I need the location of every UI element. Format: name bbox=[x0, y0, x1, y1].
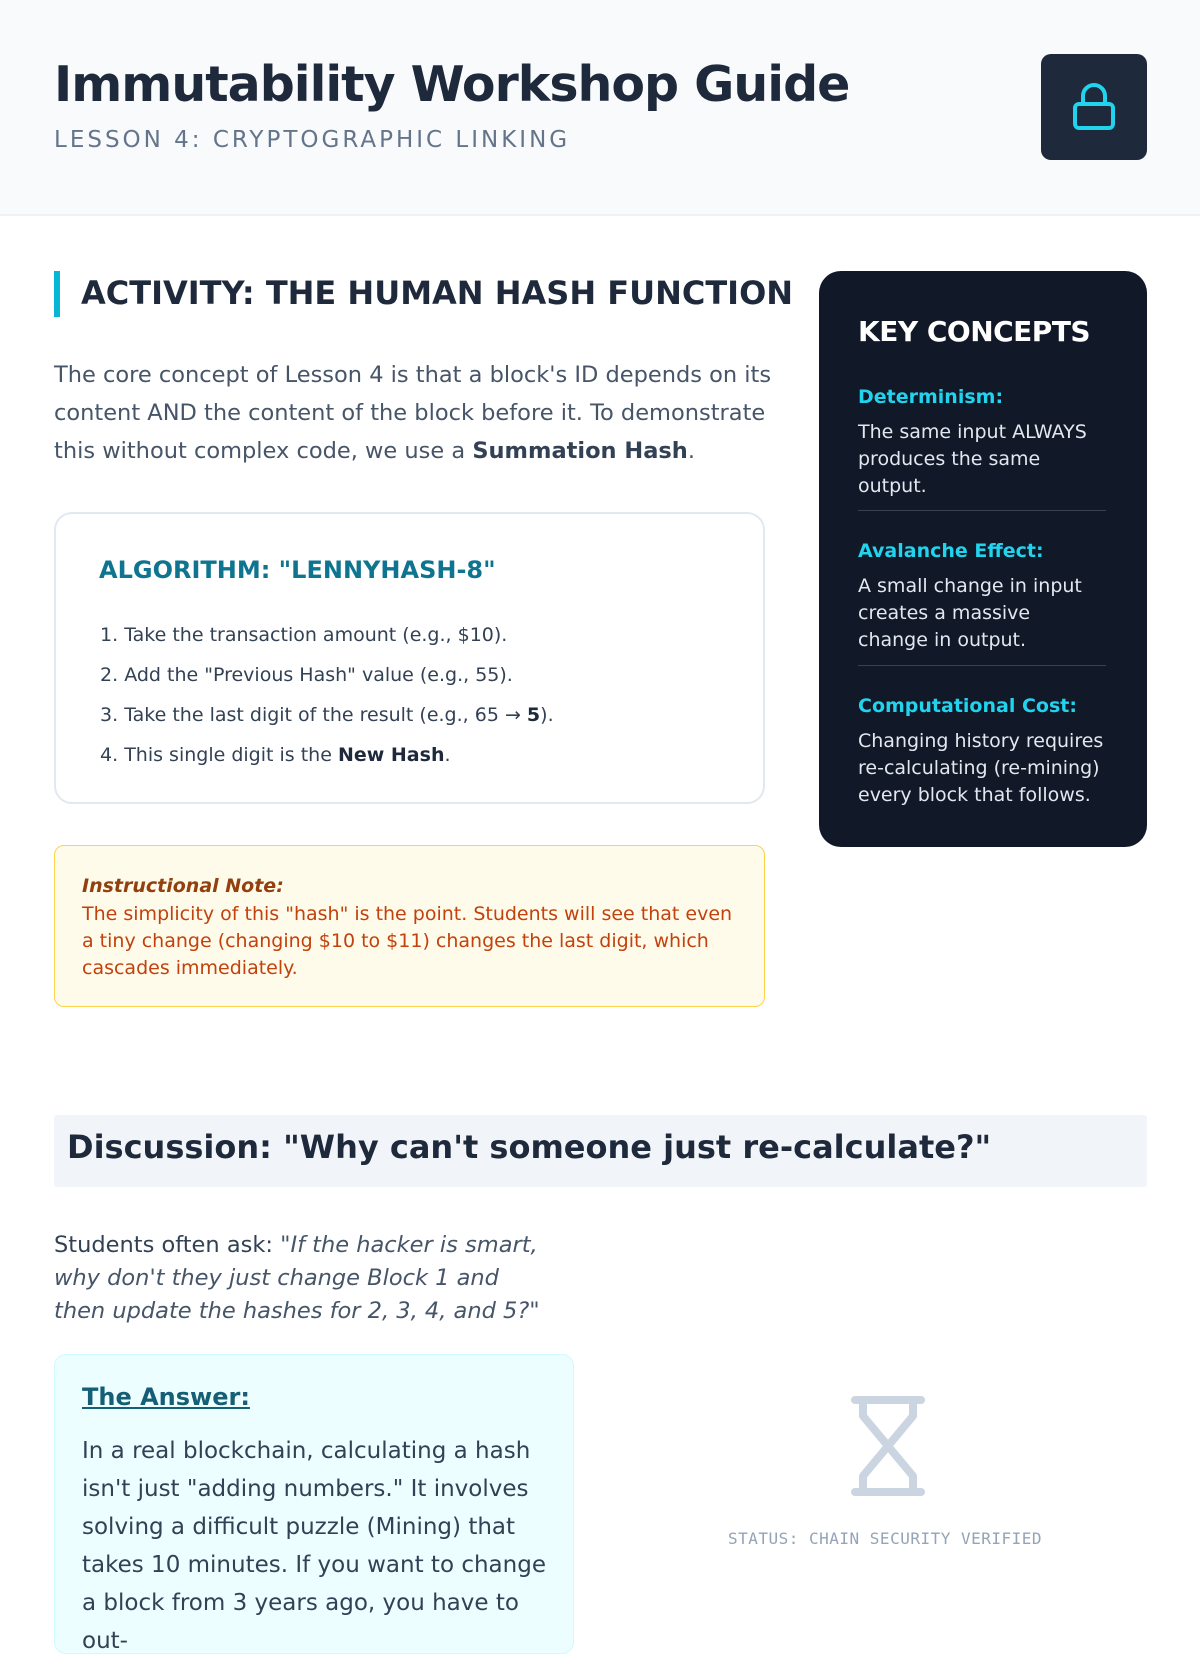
page-title: Immutability Workshop Guide bbox=[54, 56, 850, 113]
algorithm-card bbox=[54, 512, 765, 804]
intro-emphasis: Summation Hash bbox=[472, 438, 688, 464]
discussion-header bbox=[54, 1115, 1147, 1187]
answer-text: In a real blockchain, calculating a hash isn't just "adding numbers." It involves solving a difficult puzzle (Mining) that takes 10 minutes. If you want to change a block from 3 years ago, you have to out- bbox=[82, 1438, 546, 1654]
algorithm-step: 4. This single digit is the New Hash. bbox=[100, 744, 451, 766]
algorithm-title: ALGORITHM: "LENNYHASH-8" bbox=[99, 556, 496, 584]
key-concepts-title: KEY CONCEPTS bbox=[858, 315, 1091, 348]
key-concepts-panel bbox=[819, 271, 1147, 847]
lock-icon bbox=[1071, 82, 1117, 132]
concept-definition: The same input ALWAYS produces the same output. bbox=[858, 421, 1087, 497]
algorithm-step: 3. Take the last digit of the result (e.g., 65 → 5). bbox=[100, 704, 554, 726]
lock-badge bbox=[1041, 54, 1147, 160]
hourglass-icon bbox=[851, 1396, 925, 1496]
instructional-note bbox=[54, 845, 765, 1007]
algorithm-steps bbox=[100, 615, 554, 775]
answer-label: The Answer: bbox=[82, 1383, 250, 1411]
algorithm-step: 1. Take the transaction amount (e.g., $10). bbox=[100, 624, 508, 646]
concept-term: Computational Cost: bbox=[858, 695, 1077, 717]
concept-item bbox=[858, 694, 1106, 809]
answer-box bbox=[54, 1354, 574, 1654]
section-accent-bar bbox=[54, 271, 60, 317]
concept-term: Determinism: bbox=[858, 386, 1004, 408]
student-question: Students often ask: "If the hacker is smart, why don't they just change Block 1 and then update the hashes for 2, 3, 4, and 5?" bbox=[54, 1232, 540, 1324]
concept-item bbox=[858, 385, 1106, 500]
concept-definition: Changing history requires re-calculating (re-mining) every block that follows. bbox=[858, 730, 1104, 806]
concept-divider bbox=[858, 665, 1106, 666]
activity-intro: The core concept of Lesson 4 is that a block's ID depends on its content AND the content of the block before it. To demonstrate this without complex code, we use a Summation Hash. bbox=[54, 362, 772, 464]
status-text: STATUS: CHAIN SECURITY VERIFIED bbox=[727, 1529, 1043, 1548]
question-quote: "If the hacker is smart, why don't they just change Block 1 and then update the hashes for 2, 3, 4, and 5?" bbox=[54, 1232, 540, 1324]
concept-divider bbox=[858, 510, 1106, 511]
note-text: The simplicity of this "hash" is the point. Students will see that even a tiny change (changing $10 to $11) changes the last digit, which cascades immediately. bbox=[82, 903, 733, 979]
activity-title: ACTIVITY: THE HUMAN HASH FUNCTION bbox=[81, 274, 794, 312]
note-label: Instructional Note: bbox=[82, 875, 284, 897]
algorithm-step: 2. Add the "Previous Hash" value (e.g., 55). bbox=[100, 664, 513, 686]
concept-item bbox=[858, 539, 1106, 654]
page-header bbox=[0, 0, 1200, 216]
page-subtitle: LESSON 4: CRYPTOGRAPHIC LINKING bbox=[54, 127, 571, 153]
concept-term: Avalanche Effect: bbox=[858, 540, 1044, 562]
concept-definition: A small change in input creates a massive change in output. bbox=[858, 575, 1082, 651]
discussion-title: Discussion: "Why can't someone just re-calculate?" bbox=[67, 1128, 992, 1166]
